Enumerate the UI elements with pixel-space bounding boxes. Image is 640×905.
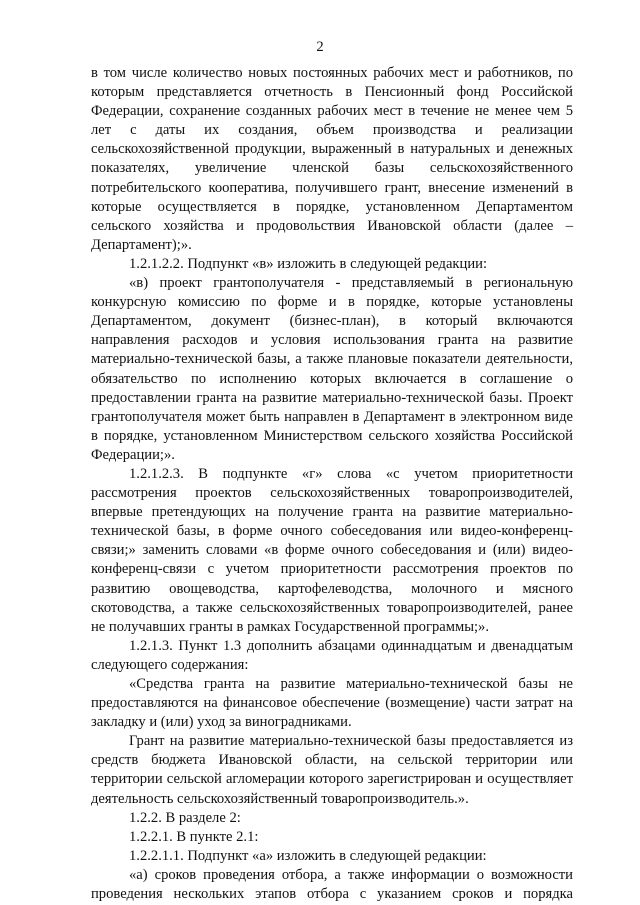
paragraph-3: «в) проект грантополучателя - представляемый в региональную конкурсную комиссию по форме и в порядке, которые установлены Департаментом, документ (бизнес-план), в который включаются направления расходов и условия использования гранта на развитие материально-технической базы, а также плановые показатели деятельности, обязательство по исполнению которых включается в соглашение о предоставлении гранта на развитие материально-технической базы. Проект грантополучателя может быть направлен в Департамент в электронном виде в порядке, установленном Министерством сельского хозяйства Российской Федерации;». xyxy=(91,275,573,463)
paragraph-7: Грант на развитие материально-технической базы предоставляется из средств бюджета Ивановской области, на сельской территории или территории сельской агломерации которого зарегистрирован и осуществляет деятельность сельскохозяйственный товаропроизводитель.». xyxy=(91,733,573,807)
paragraph-6: «Средства гранта на развитие материально-технической базы не предоставляются на финансовое обеспечение (возмещение) части затрат на закладку и (или) уход за виноградниками. xyxy=(91,676,573,731)
paragraph-4: 1.2.1.2.3. В подпункте «г» слова «с учетом приоритетности рассмотрения проектов сельскохозяйственных товаропроизводителей, впервые претендующих на получение гранта на развитие материально-технической базы, в форме очного собеседования или видео-конференц-связи;» заменить словами «в форме очного собеседования и (или) видео-конференц-связи с учетом приоритетности рассмотрения проектов по развитию овощеводства, картофелеводства, молочного и мясного скотоводства, а также сельскохозяйственных товаропроизводителей, ранее не получавших гранты в рамках Государственной программы;». xyxy=(91,465,573,635)
document-body xyxy=(91,64,573,904)
paragraph-5: 1.2.1.3. Пункт 1.3 дополнить абзацами одиннадцатым и двенадцатым следующего содержания: xyxy=(91,637,573,673)
paragraph-11: «а) сроков проведения отбора, а также информации о возможности проведения нескольких этапов отбора с указанием сроков и порядка xyxy=(91,866,573,903)
page-number: 2 xyxy=(316,39,324,55)
paragraph-9: 1.2.2.1. В пункте 2.1: xyxy=(129,828,259,845)
paragraph-10: 1.2.2.1.1. Подпункт «а» изложить в следующей редакции: xyxy=(129,847,487,864)
paragraph-1: в том числе количество новых постоянных рабочих мест и работников, по которым представляется отчетность в Пенсионный фонд Российской Федерации, сохранение созданных рабочих мест в течение не менее чем 5 лет с даты их создания, объем производства и реализации сельскохозяйственной продукции, выраженный в натуральных и денежных показателях, увеличение членской базы сельскохозяйственного потребительского кооператива, получившего грант, внесение изменений в которые осуществляется в порядке, установленном Департаментом сельского хозяйства и продовольствия Ивановской области (далее – Департамент);». xyxy=(91,65,573,253)
paragraph-8: 1.2.2. В разделе 2: xyxy=(129,809,241,826)
paragraph-2: 1.2.1.2.2. Подпункт «в» изложить в следующей редакции: xyxy=(129,255,487,272)
